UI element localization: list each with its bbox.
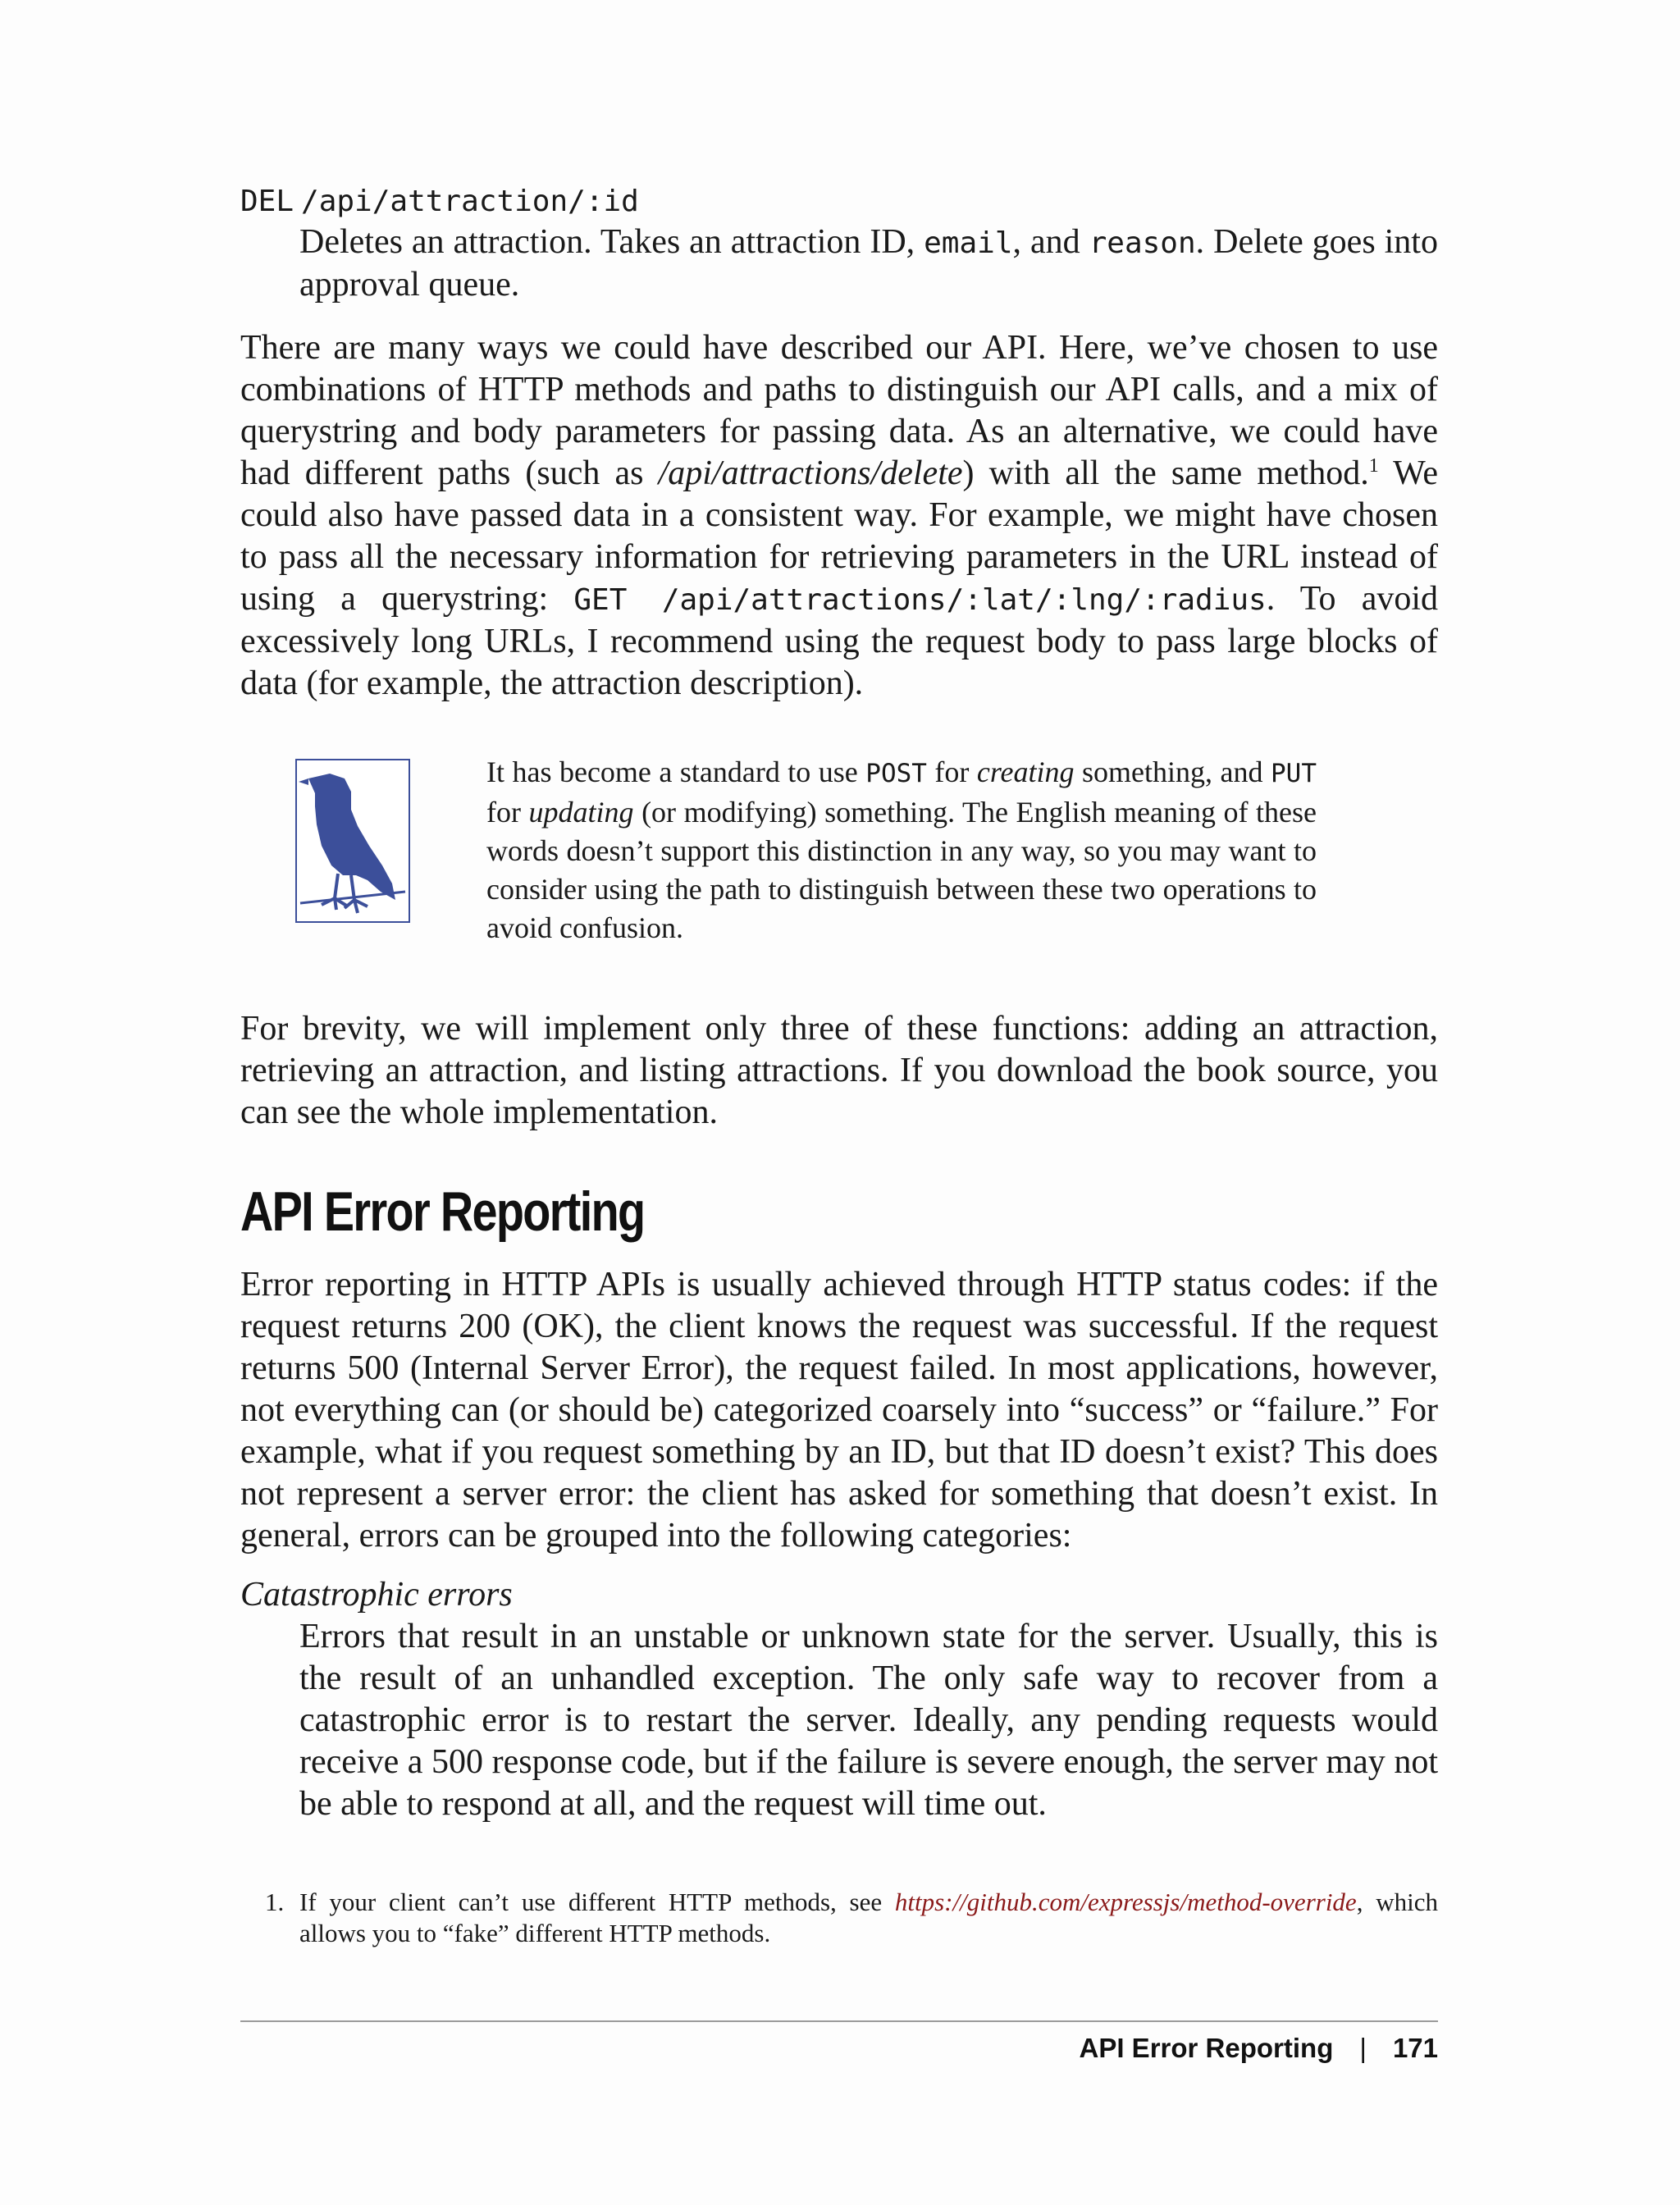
footer-divider [240, 2020, 1438, 2022]
footer-section-title: API Error Reporting [1079, 2033, 1334, 2063]
footer-separator: | [1359, 2033, 1367, 2063]
paragraph-api-description: There are many ways we could have described our API. Here, we’ve chosen to use combinations of HTTP methods and paths to distinguish our API calls, and a mix of querystring and body parameters for passing data. As an alternative, we could have had different paths (such as /api/attractions/delete) with all the same method.$^1$ We could also have passed data in a consistent way. For example, we might have chosen to pass all the necessary information for retrieving parameters in the URL instead of using a querystring: GET /api/attractions/:lat/:lng/:radius. To avoid excessively long URLs, I recommend using the request body to pass large blocks of data (for example, the attraction description). [240, 329, 1439, 702]
code-reason: reason [1089, 226, 1196, 260]
page-number: 171 [1392, 2033, 1438, 2063]
api-method: DEL [240, 185, 294, 218]
code-get-route: GET /api/attractions/:lat/:lng/:radius [573, 583, 1267, 617]
code-email: email [924, 226, 1013, 260]
api-path: /api/attraction/:id [301, 185, 639, 218]
footnote: 1. If your client can’t use different HTTP methods, see https://github.com/expressjs/method-override, which allows you to “fake” different HTTP methods. [265, 1888, 1438, 1947]
paragraph-error-reporting: Error reporting in HTTP APIs is usually achieved through HTTP status codes: if the request returns 200 (OK), the client knows the request was successful. If the request returns 500 (Internal Server Error), the request failed. In most applications, however, not everything can (or should be) categorized coarsely into “success” or “failure.” For example, what if you request something by an ID, but that ID doesn’t exist? This does not represent a server error: the client has asked for something that doesn’t exist. In general, errors can be grouped into the following categories: [240, 1266, 1438, 1554]
catastrophic-errors-term: Catastrophic errors [240, 1576, 513, 1614]
crow-icon [295, 759, 410, 923]
api-entry-description: Deletes an attraction. Takes an attraction ID, email, and reason. Delete goes into approval queue. [299, 223, 1438, 304]
api-entry-term [240, 180, 639, 222]
note-box [240, 753, 1438, 958]
footnote-link[interactable]: https://github.com/expressjs/method-override [894, 1888, 1357, 1916]
footnote-number: 1. [265, 1888, 285, 1916]
book-page [240, 0, 1438, 2205]
path-italic: /api/attractions/delete [658, 454, 963, 492]
catastrophic-errors-description: Errors that result in an unstable or unknown state for the server. Usually, this is the result of an unhandled exception. The only safe way to recover from a catastrophic error is to restart the server. Ideally, any pending requests would receive a 500 response code, but if the failure is severe enough, the server may not be able to respond at all, and the request will time out. [299, 1618, 1438, 1823]
page-footer [1080, 2028, 1439, 2069]
section-heading: API Error Reporting [240, 1180, 645, 1243]
footnote-ref[interactable]: 1 [1368, 455, 1379, 477]
paragraph-brevity: For brevity, we will implement only three of these functions: adding an attraction, retrieving an attraction, and listing attractions. If you download the book source, you can see the whole implementation. [240, 1010, 1438, 1131]
note-text: It has become a standard to use POST for creating something, and PUT for updating (or modifying) something. The English meaning of these words doesn’t support this distinction in any way, so you may want to consider using the path to distinguish between these two operations to avoid confusion. [486, 756, 1317, 944]
code-put: PUT [1271, 759, 1317, 788]
code-post: POST [865, 759, 927, 788]
